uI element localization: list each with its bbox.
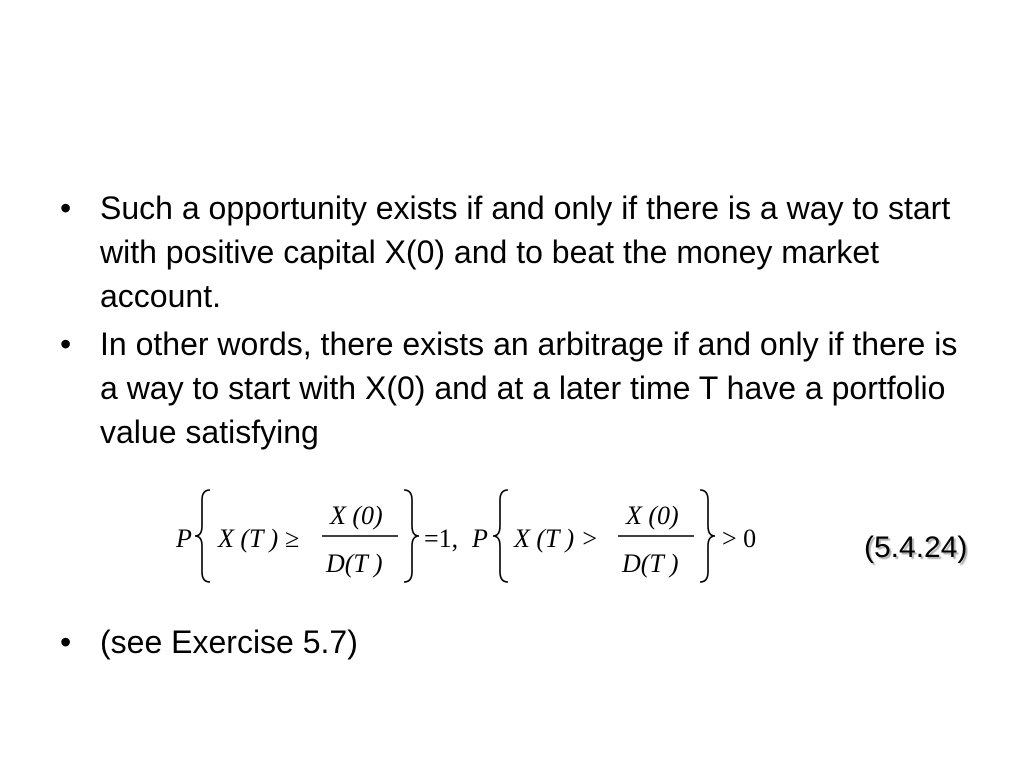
- equation-den1: D(T ): [326, 549, 383, 578]
- equation-rhs2: > 0: [722, 524, 757, 553]
- left-brace: [195, 490, 210, 582]
- right-brace: [404, 490, 419, 582]
- equation-num2: X (0): [626, 501, 679, 530]
- equation-p1: P: [176, 524, 192, 553]
- bullet-text: (see Exercise 5.7): [100, 624, 358, 660]
- bullet-text: In other words, there exists an arbitrage if and only if there is a way to start with X(0) and at a later time T have a portfolio value satisfying: [100, 326, 958, 450]
- bullet-marker: •: [60, 326, 72, 362]
- equation-number: (5.4.24): [864, 531, 968, 564]
- left-brace: [493, 490, 508, 582]
- equation-eq1: =1,: [424, 524, 459, 553]
- bullet-text: Such a opportunity exists if and only if there is a way to start with positive capital X(0) and to beat the money market account.: [100, 190, 951, 314]
- bullet-marker: •: [60, 190, 72, 226]
- right-brace: [700, 490, 715, 582]
- equation-num1: X (0): [330, 501, 383, 530]
- equation-p2: P: [472, 524, 488, 553]
- equation-lhs2: X (T ) >: [514, 524, 599, 553]
- equation-lhs1: X (T ) ≥: [218, 524, 299, 553]
- bullet-marker: •: [60, 624, 72, 660]
- equation-den2: D(T ): [622, 549, 679, 578]
